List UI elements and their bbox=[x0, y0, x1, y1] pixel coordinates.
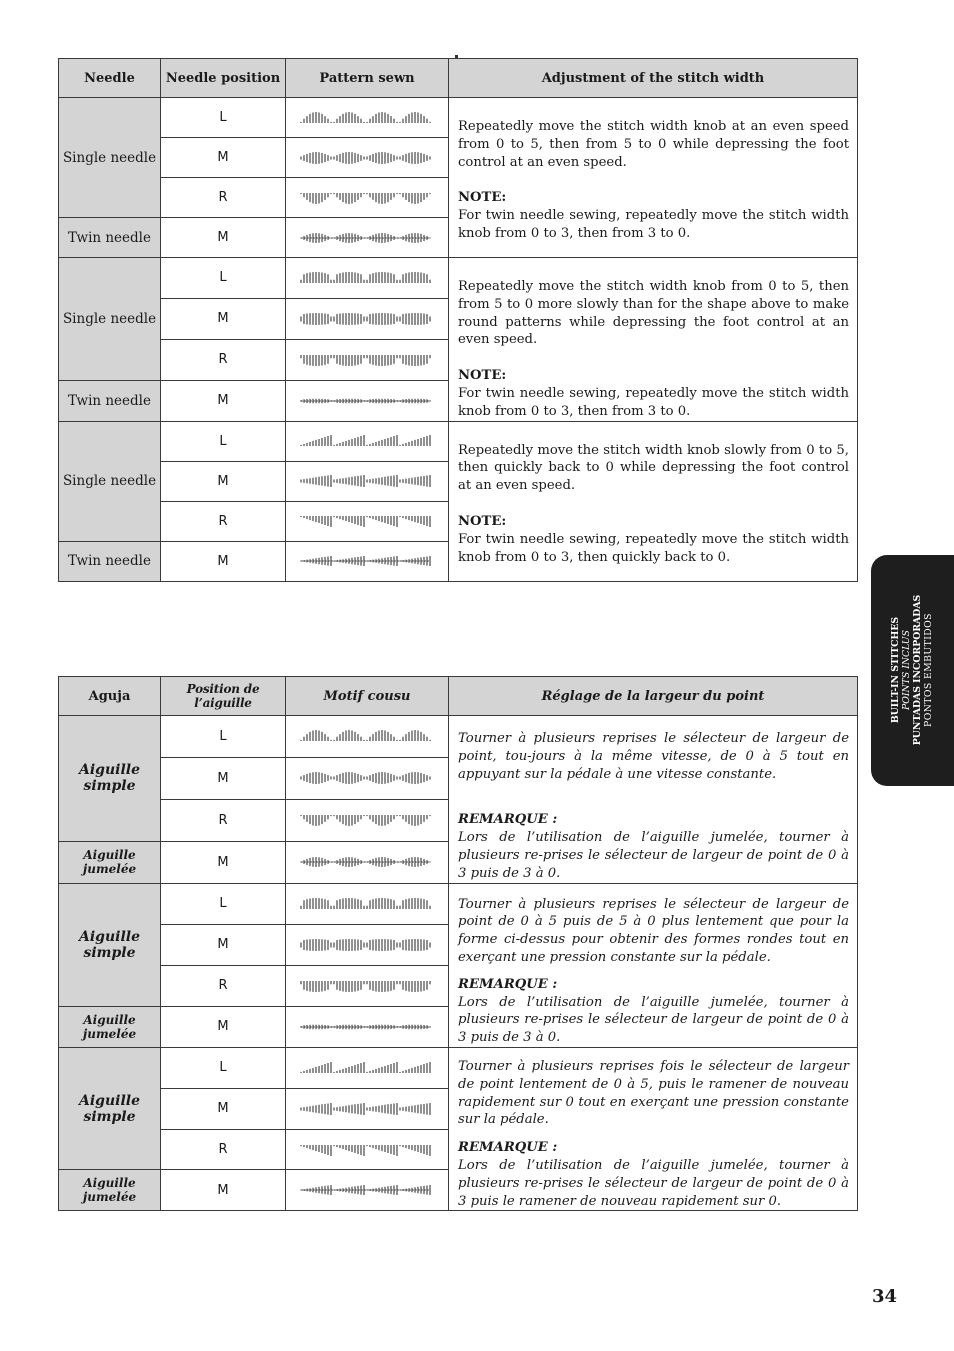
wave-twin-stitch-pattern-icon bbox=[286, 218, 449, 258]
header-pattern-sewn: Pattern sewn bbox=[286, 59, 449, 98]
needle-position: R bbox=[161, 799, 286, 841]
wave-stitch-pattern-icon bbox=[286, 757, 449, 799]
sawtooth-stitch-pattern-icon bbox=[286, 1047, 449, 1088]
sawtooth-stitch-pattern-icon bbox=[286, 421, 449, 461]
round-stitch-pattern-icon bbox=[286, 298, 449, 339]
adjustment-description: Repeatedly move the stitch width knob from 0 to 5, then from 5 to 0 more slowly than for the shape above to make round patterns while depressing the foot control at an even speed. NOTE: For twin needle sewing, repeatedly move the stitch width knob from 0 to 3, then from 3 to 0. bbox=[449, 258, 858, 422]
adjustment-description: Tourner à plusieurs reprises le sélecteur de largeur de point de 0 à 5 puis de 5 à 0 plus lentement que pour la forme ci-dessus pour obtenir des formes rondes tout en exerçant une pression constante sur la pédale. REMARQUE : Lors de l’utilisation de l’aiguille jumelée, tourner à plusieurs re-prises le sélecteur de largeur de point de 0 à 3 puis de 3 à 0. bbox=[449, 883, 858, 1047]
english-stitch-table bbox=[58, 58, 858, 582]
header-needle-position: Position de l’aiguille bbox=[161, 677, 286, 716]
twin-needle-label: Twin needle bbox=[59, 380, 161, 421]
header-needle-position: Needle position bbox=[161, 59, 286, 98]
needle-position: R bbox=[161, 178, 286, 218]
header-needle: Aguja bbox=[59, 677, 161, 716]
wave-stitch-pattern-icon bbox=[286, 178, 449, 218]
round-stitch-pattern-icon bbox=[286, 965, 449, 1006]
round-stitch-pattern-icon bbox=[286, 339, 449, 380]
sawtooth-stitch-pattern-icon bbox=[286, 1129, 449, 1170]
sawtooth-stitch-pattern-icon bbox=[286, 1088, 449, 1129]
needle-position: M bbox=[161, 298, 286, 339]
round-stitch-pattern-icon bbox=[286, 883, 449, 924]
header-adjustment: Réglage de la largeur du point bbox=[449, 677, 858, 716]
wave-stitch-pattern-icon bbox=[286, 716, 449, 758]
needle-position: L bbox=[161, 258, 286, 299]
needle-position: M bbox=[161, 924, 286, 965]
needle-position: M bbox=[161, 1170, 286, 1211]
header-needle: Needle bbox=[59, 59, 161, 98]
twin-needle-label: Aiguille jumelée bbox=[59, 841, 161, 883]
single-needle-label: Aiguille simple bbox=[59, 883, 161, 1006]
needle-position: M bbox=[161, 757, 286, 799]
needle-position: R bbox=[161, 339, 286, 380]
needle-position: M bbox=[161, 461, 286, 501]
sawtooth-twin-stitch-pattern-icon bbox=[286, 1170, 449, 1211]
table-row bbox=[59, 716, 858, 758]
side-tab-line-english: BUILT-IN STITCHES bbox=[890, 616, 901, 724]
round-twin-stitch-pattern-icon bbox=[286, 380, 449, 421]
needle-position: L bbox=[161, 98, 286, 138]
sawtooth-twin-stitch-pattern-icon bbox=[286, 541, 449, 581]
french-stitch-table bbox=[58, 676, 858, 1211]
side-tab-line-portuguese: PONTOS EMBUTIDOS bbox=[923, 613, 934, 727]
needle-position: M bbox=[161, 541, 286, 581]
round-stitch-pattern-icon bbox=[286, 924, 449, 965]
needle-position: R bbox=[161, 501, 286, 541]
table-row bbox=[59, 258, 858, 299]
adjustment-description: Tourner à plusieurs reprises le sélecteur de largeur de point, tou-jours à la même vitesse, de 0 à 5 tout en appuyant sur la pédale à une vitesse constante. REMARQUE : Lors de l’utilisation de l’aiguille jumelée, tourner à plusieurs re-prises le sélecteur de largeur de point de 0 à 3 puis de 3 à 0. bbox=[449, 716, 858, 884]
side-tab-text bbox=[890, 560, 934, 780]
wave-stitch-pattern-icon bbox=[286, 98, 449, 138]
side-tab-line-spanish: PUNTADAS INCORPORADAS bbox=[912, 594, 923, 746]
needle-position: M bbox=[161, 138, 286, 178]
table-row bbox=[59, 98, 858, 138]
round-twin-stitch-pattern-icon bbox=[286, 1006, 449, 1047]
sawtooth-stitch-pattern-icon bbox=[286, 501, 449, 541]
adjustment-description: Repeatedly move the stitch width knob at an even speed from 0 to 5, then from 5 to 0 while depressing the foot control at an even speed. NOTE: For twin needle sewing, repeatedly move the stitch width knob from 0 to 3, then from 3 to 0. bbox=[449, 98, 858, 258]
adjustment-description: Repeatedly move the stitch width knob slowly from 0 to 5, then quickly back to 0 while depressing the foot control at an even speed. NOTE: For twin needle sewing, repeatedly move the stitch width knob from 0 to 3, then quickly back to 0. bbox=[449, 421, 858, 581]
header-pattern-sewn: Motif cousu bbox=[286, 677, 449, 716]
needle-position: M bbox=[161, 841, 286, 883]
wave-stitch-pattern-icon bbox=[286, 138, 449, 178]
table-row bbox=[59, 421, 858, 461]
header-adjustment: Adjustment of the stitch width bbox=[449, 59, 858, 98]
needle-position: R bbox=[161, 965, 286, 1006]
table-row bbox=[59, 883, 858, 924]
page-number: 34 bbox=[872, 1286, 898, 1307]
wave-stitch-pattern-icon bbox=[286, 799, 449, 841]
wave-twin-stitch-pattern-icon bbox=[286, 841, 449, 883]
table-row bbox=[59, 1047, 858, 1088]
adjustment-description: Tourner à plusieurs reprises fois le sélecteur de largeur de point lentement de 0 à 5, puis le ramener de nouveau rapidement sur 0 tout en exerçant une pression constante sur la pédale. REMARQUE : Lors de l’utilisation de l’aiguille jumelée, tourner à plusieurs re-prises le sélecteur de largeur de point de 0 à 3 puis le ramener de nouveau rapidement sur 0. bbox=[449, 1047, 858, 1210]
twin-needle-label: Aiguille jumelée bbox=[59, 1006, 161, 1047]
needle-position: L bbox=[161, 1047, 286, 1088]
needle-position: M bbox=[161, 218, 286, 258]
needle-position: L bbox=[161, 716, 286, 758]
needle-position: M bbox=[161, 1006, 286, 1047]
twin-needle-label: Twin needle bbox=[59, 541, 161, 581]
needle-position: R bbox=[161, 1129, 286, 1170]
needle-position: L bbox=[161, 421, 286, 461]
single-needle-label: Single needle bbox=[59, 421, 161, 541]
single-needle-label: Aiguille simple bbox=[59, 716, 161, 842]
single-needle-label: Single needle bbox=[59, 98, 161, 218]
round-stitch-pattern-icon bbox=[286, 258, 449, 299]
twin-needle-label: Twin needle bbox=[59, 218, 161, 258]
needle-position: M bbox=[161, 1088, 286, 1129]
sawtooth-stitch-pattern-icon bbox=[286, 461, 449, 501]
twin-needle-label: Aiguille jumelée bbox=[59, 1170, 161, 1211]
single-needle-label: Aiguille simple bbox=[59, 1047, 161, 1170]
side-tab-line-french: POINTS INCLUS bbox=[901, 630, 912, 710]
needle-position: M bbox=[161, 380, 286, 421]
needle-position: L bbox=[161, 883, 286, 924]
single-needle-label: Single needle bbox=[59, 258, 161, 381]
